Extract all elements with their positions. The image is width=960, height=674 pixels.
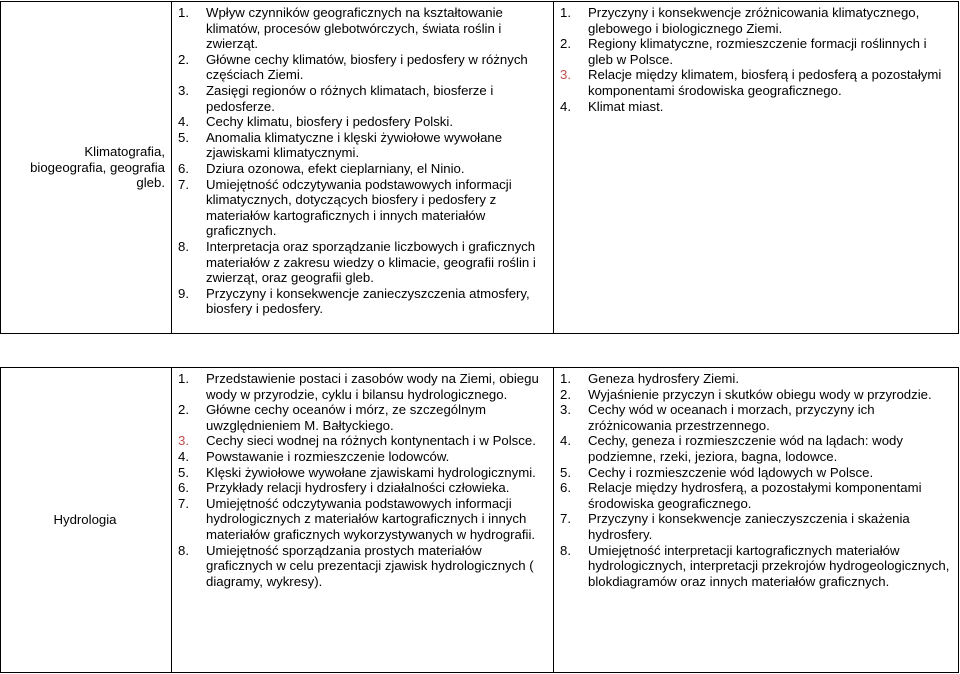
list-item <box>560 465 952 481</box>
list-item <box>178 286 547 317</box>
item-text: Główne cechy klimatów, biosfery i pedosfery w różnych częściach Ziemi. <box>206 51 528 83</box>
item-number: 6. <box>560 480 571 496</box>
item-number: 6. <box>178 480 189 496</box>
list-item <box>178 433 547 449</box>
item-text: Przyczyny i konsekwencje zróżnicowania klimatycznego, glebowego i biologicznego Ziemi. <box>588 5 920 36</box>
content-cell <box>172 368 554 673</box>
item-text: Przykłady relacji hydrosfery i działalności człowieka. <box>206 480 510 496</box>
item-text: Anomalia klimatyczne i klęski żywiołowe wywołane zjawiskami klimatycznymi. <box>206 129 503 161</box>
list-item <box>178 83 547 114</box>
item-number: 8. <box>560 542 571 558</box>
list-item <box>560 36 952 67</box>
list-item <box>560 480 952 511</box>
outcome-list <box>554 368 958 589</box>
item-number: 4. <box>178 114 189 130</box>
list-item <box>178 480 547 496</box>
item-number: 1. <box>178 371 189 386</box>
item-number: 3. <box>560 402 571 418</box>
item-number: 3. <box>178 82 189 98</box>
list-item <box>178 543 547 590</box>
item-text: Klimat miast. <box>588 98 664 114</box>
item-number: 1. <box>178 5 189 20</box>
list-item <box>178 52 547 83</box>
item-number: 4. <box>178 448 189 464</box>
outcome-list <box>554 2 958 114</box>
item-text: Powstawanie i rozmieszczenie lodowców. <box>206 448 450 464</box>
item-text: Regiony klimatyczne, rozmieszczenie formacji roślinnych i gleb w Polsce. <box>588 36 927 67</box>
item-text: Umiejętność odczytywania podstawowych informacji klimatycznych, dotyczących biosfery i pedosfery z materiałów kartograficznych i innych materiałów graficznych. <box>206 176 512 239</box>
topic-label: Hydrologia <box>53 512 117 528</box>
list-item <box>178 114 547 130</box>
item-number: 4. <box>560 98 571 114</box>
item-number: 8. <box>178 238 189 254</box>
list-item <box>560 543 952 590</box>
list-item <box>178 239 547 286</box>
outcome-cell <box>554 2 959 334</box>
list-item <box>560 402 952 433</box>
item-text: Dziura ozonowa, efekt cieplarniany, el Ninio. <box>206 160 465 176</box>
item-number: 2. <box>560 36 571 52</box>
item-number: 3. <box>560 67 571 83</box>
item-number: 8. <box>178 542 189 558</box>
table-row <box>1 2 959 334</box>
item-number: 4. <box>560 433 571 449</box>
item-number: 7. <box>560 511 571 527</box>
item-text: Umiejętność odczytywania podstawowych informacji hydrologicznych z materiałów kartograficznych i innych materiałów graficznych wykorzystywanych w hydrografii. <box>206 495 536 542</box>
content-list <box>172 368 553 589</box>
item-text: Umiejętność sporządzania prostych materiałów graficznych w celu prezentacji zjawisk hydrologicznych ( diagramy, wykresy). <box>206 542 534 589</box>
item-text: Cechy i rozmieszczenie wód lądowych w Polsce. <box>588 464 874 480</box>
list-item <box>178 449 547 465</box>
content-cell <box>172 2 554 334</box>
item-text: Relacje między klimatem, biosferą i pedosferą a pozostałymi komponentami środowiska geograficznego. <box>588 67 942 98</box>
content-list <box>172 2 553 317</box>
item-number: 5. <box>178 129 189 145</box>
list-item <box>560 511 952 542</box>
item-text: Cechy, geneza i rozmieszczenie wód na lądach: wody podziemne, rzeki, jeziora, bagna, lodowce. <box>588 433 903 464</box>
list-item <box>178 161 547 177</box>
item-number: 2. <box>178 402 189 418</box>
item-number: 2. <box>178 51 189 67</box>
item-number: 7. <box>178 495 189 511</box>
item-number: 2. <box>560 386 571 402</box>
item-number: 9. <box>178 285 189 301</box>
item-text: Geneza hydrosfery Ziemi. <box>588 371 739 386</box>
outcome-cell <box>554 368 959 673</box>
item-text: Wpływ czynników geograficznych na kształtowanie klimatów, procesów glebotwórczych, świata roślin i zwierząt. <box>206 5 503 52</box>
list-item <box>560 5 952 36</box>
list-item <box>178 496 547 543</box>
table-hydrologia <box>0 367 959 673</box>
list-item <box>178 371 547 402</box>
item-text: Klęski żywiołowe wywołane zjawiskami hydrologicznymi. <box>206 464 536 480</box>
list-item <box>178 465 547 481</box>
list-item <box>560 67 952 98</box>
topic-label: Klimatografia, biogeografia, geografia gleb. <box>30 144 165 191</box>
table-row <box>1 368 959 673</box>
item-number: 3. <box>178 433 189 449</box>
item-text: Cechy sieci wodnej na różnych kontynentach i w Polsce. <box>206 433 536 449</box>
list-item <box>178 5 547 52</box>
item-number: 5. <box>178 464 189 480</box>
item-number: 1. <box>560 5 571 20</box>
item-number: 1. <box>560 371 571 386</box>
item-text: Przedstawienie postaci i zasobów wody na Ziemi, obiegu wody w przyrodzie, cyklu i bilansu hydrologicznego. <box>206 371 539 402</box>
list-item <box>560 433 952 464</box>
item-text: Cechy klimatu, biosfery i pedosfery Polski. <box>206 114 453 130</box>
list-item <box>560 99 952 115</box>
table-klimatografia <box>0 1 959 334</box>
topic-cell <box>1 2 172 334</box>
item-text: Interpretacja oraz sporządzanie liczbowych i graficznych materiałów z zakresu wiedzy o klimacie, geografii roślin i zwierząt, oraz geografii gleb. <box>206 238 536 286</box>
topic-cell <box>1 368 172 673</box>
item-text: Umiejętność interpretacji kartograficznych materiałów hydrologicznych, interpretacji przekrojów hydrogeologicznych, blokdiagramów oraz innych materiałów graficznych. <box>588 542 950 589</box>
item-text: Przyczyny i konsekwencje zanieczyszczenia atmosfery, biosfery i pedosfery. <box>206 285 530 317</box>
list-item <box>560 371 952 387</box>
item-number: 5. <box>560 464 571 480</box>
list-item <box>178 402 547 433</box>
list-item <box>178 177 547 239</box>
item-text: Główne cechy oceanów i mórz, ze szczególnym uwzględnieniem M. Bałtyckiego. <box>206 402 486 433</box>
list-item <box>178 130 547 161</box>
item-text: Przyczyny i konsekwencje zanieczyszczenia i skażenia hydrosfery. <box>588 511 910 542</box>
list-item <box>560 387 952 403</box>
item-number: 6. <box>178 160 189 176</box>
item-text: Zasięgi regionów o różnych klimatach, biosferze i pedosferze. <box>206 82 494 114</box>
item-text: Wyjaśnienie przyczyn i skutków obiegu wody w przyrodzie. <box>588 386 932 402</box>
item-text: Cechy wód w oceanach i morzach, przyczyny ich zróżnicowania przestrzennego. <box>588 402 875 433</box>
item-text: Relacje między hydrosferą, a pozostałymi komponentami środowiska geograficznego. <box>588 480 922 511</box>
item-number: 7. <box>178 176 189 192</box>
